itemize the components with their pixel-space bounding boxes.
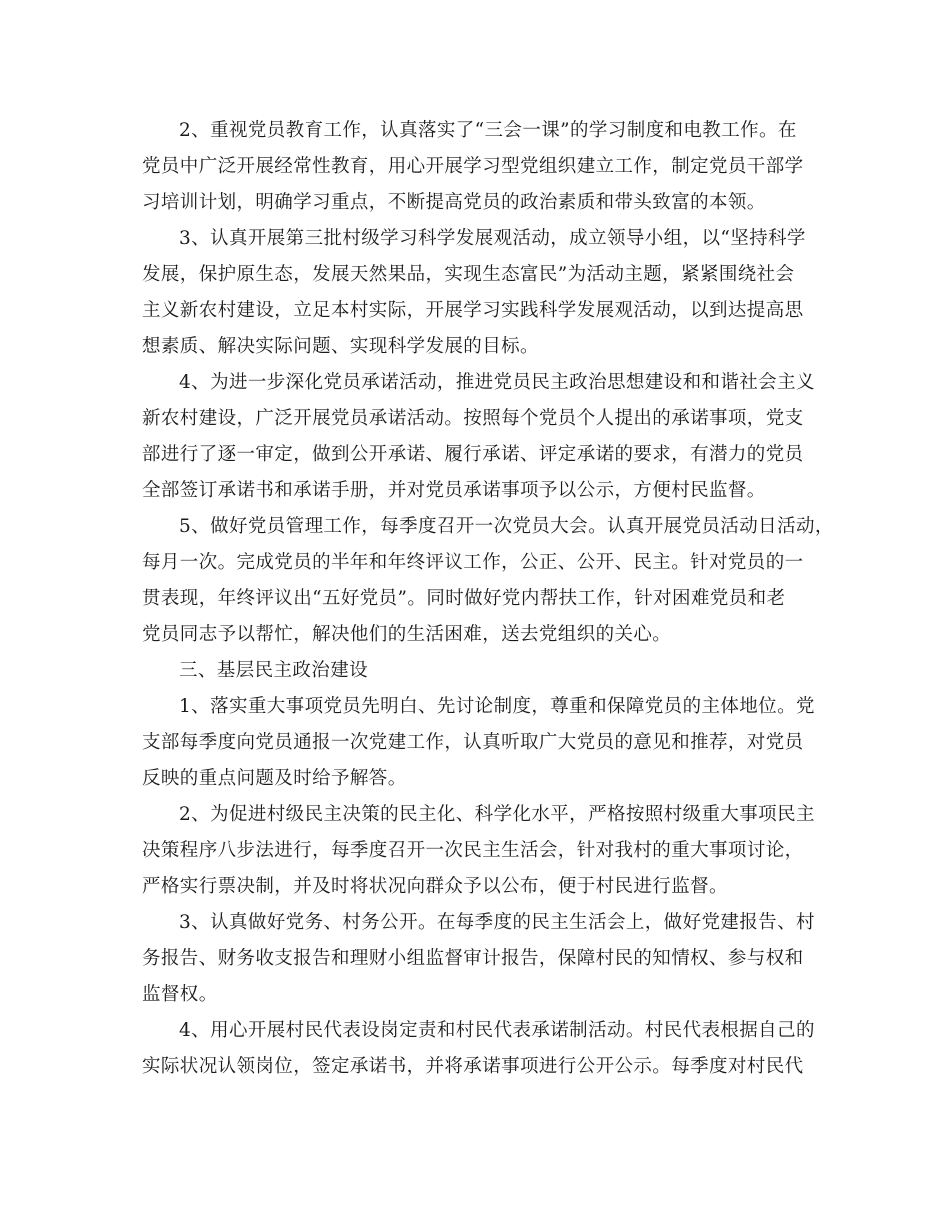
paragraph-line: 4、用心开展村民代表设岗定责和村民代表承诺制活动。村民代表根据自己的: [179, 1020, 815, 1041]
paragraph-line: 2、为促进村级民主决策的民主化、科学化水平，严格按照村级重大事项民主: [179, 804, 815, 825]
paragraph-line: 4、为进一步深化党员承诺活动，推进党员民主政治思想建设和和谐社会主义: [179, 372, 815, 393]
paragraph-line: 1、落实重大事项党员先明白、先讨论制度，尊重和保障党员的主体地位。党: [179, 696, 815, 717]
paragraph-line: 实际状况认领岗位，签定承诺书，并将承诺事项进行公开公示。每季度对村民代: [142, 1056, 804, 1077]
paragraph-line: 全部签订承诺书和承诺手册，并对党员承诺事项予以公示，方便村民监督。: [142, 480, 766, 501]
paragraph-line: 严格实行票决制，并及时将状况向群众予以公布，便于村民进行监督。: [142, 876, 728, 897]
paragraph-line: 想素质、解决实际问题、实现科学发展的目标。: [142, 336, 539, 357]
paragraph-line: 3、认真做好党务、村务公开。在每季度的民主生活会上，做好党建报告、村: [179, 912, 815, 933]
paragraph-line: 务报告、财务收支报告和理财小组监督审计报告，保障村民的知情权、参与权和: [142, 948, 804, 969]
paragraph-line: 决策程序八步法进行，每季度召开一次民主生活会，针对我村的重大事项讨论，: [142, 840, 804, 861]
paragraph-line: 习培训计划，明确学习重点，不断提高党员的政治素质和带头致富的本领。: [142, 192, 766, 213]
paragraph-line: 支部每季度向党员通报一次党建工作，认真听取广大党员的意见和推荐，对党员: [142, 732, 804, 753]
paragraph-line: 贯表现，年终评议出“五好党员”。同时做好党内帮扶工作，针对困难党员和老: [142, 588, 786, 609]
paragraph-line: 主义新农村建设，立足本村实际，开展学习实践科学发展观活动，以到达提高思: [142, 300, 804, 321]
paragraph-line: 监督权。: [142, 984, 218, 1005]
paragraph-line: 3、认真开展第三批村级学习科学发展观活动，成立领导小组，以“坚持科学: [179, 228, 806, 249]
paragraph-line: 新农村建设，广泛开展党员承诺活动。按照每个党员个人提出的承诺事项，党支: [142, 408, 804, 429]
paragraph-line: 反映的重点问题及时给予解答。: [142, 768, 407, 789]
section-heading: 三、基层民主政治建设: [179, 660, 369, 681]
paragraph-line: 5、做好党员管理工作，每季度召开一次党员大会。认真开展党员活动日活动，: [179, 516, 834, 537]
paragraph-line: 部进行了逐一审定，做到公开承诺、履行承诺、评定承诺的要求，有潜力的党员: [142, 444, 804, 465]
paragraph-line: 2、重视党员教育工作，认真落实了“三会一课”的学习制度和电教工作。在: [179, 120, 797, 141]
paragraph-line: 党员中广泛开展经常性教育，用心开展学习型党组织建立工作，制定党员干部学: [142, 156, 804, 177]
paragraph-line: 发展，保护原生态，发展天然果品，实现生态富民”为活动主题，紧紧围绕社会: [142, 264, 795, 285]
paragraph-line: 党员同志予以帮忙，解决他们的生活困难，送去党组织的关心。: [142, 624, 672, 645]
paragraph-line: 每月一次。完成党员的半年和年终评议工作，公正、公开、民主。针对党员的一: [142, 552, 804, 573]
